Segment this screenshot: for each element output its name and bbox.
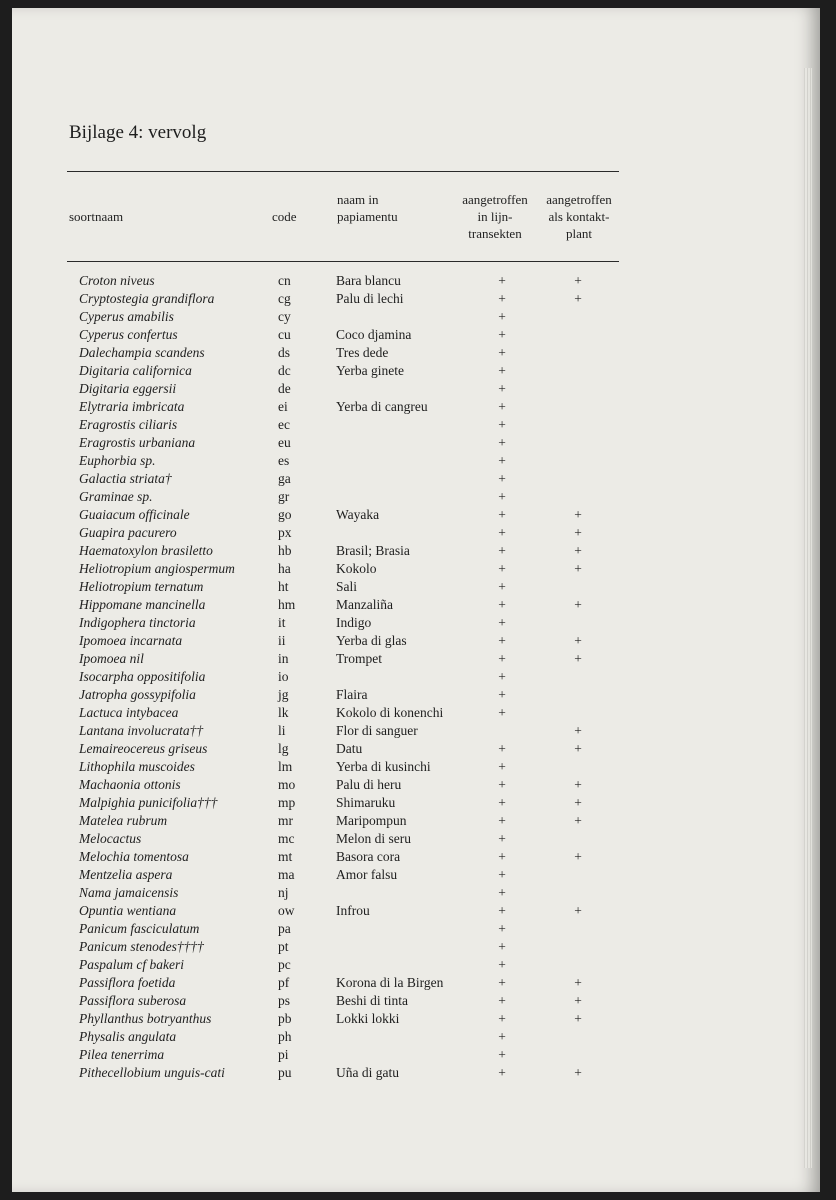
lijntransekt-mark: + [498,1029,506,1044]
species-code: pb [278,1011,292,1026]
table-row [12,326,632,344]
species-code: pt [278,939,289,954]
species-code: ph [278,1029,292,1044]
kontaktplant-mark: + [574,1065,582,1080]
papiamentu-name: Amor falsu [336,867,398,882]
species-name: Lantana involucrata†† [79,723,204,738]
header-naam-line-2: papiamentu [337,209,398,224]
species-name: Physalis angulata [79,1029,177,1044]
species-code: pf [278,975,290,990]
lijntransekt-mark: + [498,543,506,558]
species-code: gr [278,489,290,504]
species-name: Indigophera tinctoria [79,615,196,630]
species-code: de [278,381,291,396]
table-row [12,776,632,794]
species-code: lk [278,705,289,720]
species-name: Isocarpha oppositifolia [79,669,206,684]
header-kontaktplant [540,191,618,242]
lijntransekt-mark: + [498,633,506,648]
papiamentu-name: Melon di seru [336,831,411,846]
table-row [12,434,632,452]
lijntransekt-mark: + [498,435,506,450]
species-code: io [278,669,289,684]
papiamentu-name: Shimaruku [336,795,396,810]
papiamentu-name: Palu di heru [336,777,402,792]
species-name: Hippomane mancinella [79,597,206,612]
lijntransekt-mark: + [498,1011,506,1026]
kontaktplant-mark: + [574,849,582,864]
papiamentu-name: Sali [336,579,358,594]
papiamentu-name: Brasil; Brasia [336,543,410,558]
species-code: dc [278,363,291,378]
species-code: ha [278,561,291,576]
species-code: cg [278,291,291,306]
species-name: Digitaria californica [79,363,192,378]
table-row [12,542,632,560]
species-code: lm [278,759,293,774]
lijntransekt-mark: + [498,273,506,288]
species-name: Melochia tomentosa [79,849,189,864]
species-code: mo [278,777,296,792]
species-code: in [278,651,289,666]
species-code: mr [278,813,293,828]
table-row [12,470,632,488]
lijntransekt-mark: + [498,579,506,594]
papiamentu-name: Beshi di tinta [336,993,408,1008]
species-code: ow [278,903,295,918]
table-row [12,380,632,398]
species-name: Heliotropium ternatum [79,579,204,594]
lijntransekt-mark: + [498,291,506,306]
papiamentu-name: Trompet [336,651,383,666]
species-code: lg [278,741,289,756]
species-name: Phyllanthus botryanthus [79,1011,212,1026]
species-code: jg [278,687,289,702]
species-name: Guaiacum officinale [79,507,190,522]
table-row [12,272,632,290]
species-code: px [278,525,292,540]
table-row [12,992,632,1010]
species-name: Cyperus confertus [79,327,178,342]
table-row [12,740,632,758]
lijntransekt-mark: + [498,867,506,882]
kontaktplant-mark: + [574,993,582,1008]
lijntransekt-mark: + [498,453,506,468]
header-kont-line-2: als kontakt- [548,209,610,224]
species-name: Mentzelia aspera [79,867,173,882]
header-kont-line-1: aangetroffen [546,192,612,207]
kontaktplant-mark: + [574,597,582,612]
species-name: Haematoxylon brasiletto [79,543,213,558]
species-name: Eragrostis ciliaris [79,417,178,432]
species-code: ma [278,867,295,882]
species-code: hm [278,597,296,612]
species-name: Pithecellobium unguis-cati [79,1065,225,1080]
species-name: Lithophila muscoides [79,759,195,774]
table-row [12,578,632,596]
papiamentu-name: Uña di gatu [336,1065,399,1080]
table-row [12,686,632,704]
table-row [12,722,632,740]
species-name: Panicum stenodes†††† [79,939,204,954]
papiamentu-name: Kokolo di konenchi [336,705,444,720]
species-name: Eragrostis urbaniana [79,435,196,450]
species-name: Croton niveus [79,273,155,288]
papiamentu-name: Yerba di cangreu [336,399,428,414]
lijntransekt-mark: + [498,813,506,828]
table-row [12,848,632,866]
kontaktplant-mark: + [574,561,582,576]
species-name: Guapira pacurero [79,525,177,540]
papiamentu-name: Basora cora [336,849,401,864]
table-row [12,506,632,524]
table-row [12,398,632,416]
species-code: pu [278,1065,292,1080]
species-name: Malpighia punicifolia††† [79,795,218,810]
species-code: es [278,453,290,468]
species-code: go [278,507,292,522]
kontaktplant-mark: + [574,543,582,558]
table-row [12,884,632,902]
species-name: Cryptostegia grandiflora [79,291,215,306]
lijntransekt-mark: + [498,615,506,630]
species-name: Opuntia wentiana [79,903,177,918]
table-row [12,1028,632,1046]
papiamentu-name: Coco djamina [336,327,412,342]
species-code: ii [278,633,286,648]
lijntransekt-mark: + [498,885,506,900]
table-row [12,560,632,578]
species-name: Heliotropium angiospermum [79,561,235,576]
papiamentu-name: Manzaliña [336,597,393,612]
table-row [12,704,632,722]
table-row [12,416,632,434]
lijntransekt-mark: + [498,669,506,684]
lijntransekt-mark: + [498,903,506,918]
species-name: Ipomoea nil [79,651,144,666]
table-row [12,452,632,470]
lijntransekt-mark: + [498,921,506,936]
table-row [12,362,632,380]
kontaktplant-mark: + [574,507,582,522]
kontaktplant-mark: + [574,651,582,666]
species-name: Lemaireocereus griseus [79,741,208,756]
lijntransekt-mark: + [498,399,506,414]
lijntransekt-mark: + [498,975,506,990]
lijntransekt-mark: + [498,1047,506,1062]
species-code: li [278,723,286,738]
species-name: Panicum fasciculatum [79,921,200,936]
species-name: Paspalum cf bakeri [79,957,184,972]
species-name: Passiflora suberosa [79,993,187,1008]
species-name: Lactuca intybacea [79,705,179,720]
species-code: ps [278,993,291,1008]
species-name: Jatropha gossypifolia [79,687,196,702]
species-code: cy [278,309,291,324]
table-row [12,488,632,506]
lijntransekt-mark: + [498,741,506,756]
header-kont-line-3: plant [566,226,592,241]
species-code: mt [278,849,293,864]
species-code: ds [278,345,291,360]
table-row [12,668,632,686]
lijntransekt-mark: + [498,705,506,720]
lijntransekt-mark: + [498,777,506,792]
table-row [12,758,632,776]
header-naam-papiamentu [337,191,398,225]
species-name: Galactia striata† [79,471,172,486]
papiamentu-name: Indigo [336,615,372,630]
lijntransekt-mark: + [498,849,506,864]
papiamentu-name: Tres dede [336,345,389,360]
species-name: Euphorbia sp. [79,453,156,468]
table-row [12,974,632,992]
species-code: cu [278,327,291,342]
kontaktplant-mark: + [574,633,582,648]
papiamentu-name: Wayaka [336,507,380,522]
kontaktplant-mark: + [574,903,582,918]
lijntransekt-mark: + [498,309,506,324]
papiamentu-name: Yerba di glas [336,633,407,648]
lijntransekt-mark: + [498,363,506,378]
table-row [12,524,632,542]
kontaktplant-mark: + [574,525,582,540]
table-row [12,1046,632,1064]
kontaktplant-mark: + [574,1011,582,1026]
species-code: ec [278,417,290,432]
lijntransekt-mark: + [498,345,506,360]
lijntransekt-mark: + [498,489,506,504]
lijntransekt-mark: + [498,651,506,666]
papiamentu-name: Korona di la Birgen [336,975,444,990]
table-row [12,1064,632,1082]
species-code: mp [278,795,296,810]
header-soortnaam: soortnaam [69,209,124,224]
page-edge [804,68,812,1168]
lijntransekt-mark: + [498,939,506,954]
species-name: Nama jamaicensis [79,885,179,900]
table-row [12,632,632,650]
papiamentu-name: Flaira [336,687,368,702]
header-code: code [272,209,297,224]
table-row [12,866,632,884]
table-row [12,614,632,632]
header-lijn-line-1: aangetroffen [462,192,528,207]
species-code: hb [278,543,292,558]
table-header-rule [67,261,619,262]
lijntransekt-mark: + [498,507,506,522]
page-title: Bijlage 4: vervolg [69,122,207,143]
lijntransekt-mark: + [498,687,506,702]
species-name: Elytraria imbricata [79,399,185,414]
papiamentu-name: Lokki lokki [336,1011,400,1026]
kontaktplant-mark: + [574,795,582,810]
species-code: pa [278,921,291,936]
kontaktplant-mark: + [574,813,582,828]
species-name: Digitaria eggersii [79,381,177,396]
lijntransekt-mark: + [498,525,506,540]
papiamentu-name: Bara blancu [336,273,401,288]
table-row [12,344,632,362]
kontaktplant-mark: + [574,291,582,306]
species-name: Pilea tenerrima [79,1047,165,1062]
table-row [12,596,632,614]
papiamentu-name: Yerba di kusinchi [336,759,431,774]
lijntransekt-mark: + [498,561,506,576]
species-name: Cyperus amabilis [79,309,174,324]
lijntransekt-mark: + [498,1065,506,1080]
papiamentu-name: Flor di sanguer [336,723,418,738]
species-table-body [12,272,632,1082]
lijntransekt-mark: + [498,597,506,612]
species-code: ht [278,579,289,594]
species-code: cn [278,273,291,288]
table-row [12,794,632,812]
table-row [12,830,632,848]
header-lijn-line-3: transekten [468,226,522,241]
papiamentu-name: Infrou [336,903,370,918]
species-name: Matelea rubrum [79,813,168,828]
species-code: ei [278,399,288,414]
kontaktplant-mark: + [574,741,582,756]
species-name: Ipomoea incarnata [79,633,183,648]
papiamentu-name: Maripompun [336,813,407,828]
lijntransekt-mark: + [498,993,506,1008]
table-row [12,956,632,974]
document-page [12,8,820,1192]
lijntransekt-mark: + [498,957,506,972]
table-row [12,290,632,308]
species-name: Dalechampia scandens [79,345,205,360]
species-code: nj [278,885,289,900]
species-code: it [278,615,286,630]
species-name: Machaonia ottonis [79,777,181,792]
species-code: pc [278,957,291,972]
lijntransekt-mark: + [498,795,506,810]
kontaktplant-mark: + [574,975,582,990]
papiamentu-name: Yerba ginete [336,363,404,378]
species-code: mc [278,831,295,846]
species-name: Graminae sp. [79,489,153,504]
kontaktplant-mark: + [574,723,582,738]
table-top-rule [67,171,619,172]
kontaktplant-mark: + [574,273,582,288]
species-code: ga [278,471,291,486]
table-row [12,902,632,920]
species-name: Passiflora foetida [79,975,176,990]
species-code: eu [278,435,291,450]
table-row [12,812,632,830]
lijntransekt-mark: + [498,831,506,846]
table-row [12,650,632,668]
lijntransekt-mark: + [498,381,506,396]
papiamentu-name: Datu [336,741,363,756]
table-row [12,920,632,938]
header-lijn-line-2: in lijn- [477,209,513,224]
papiamentu-name: Palu di lechi [336,291,404,306]
species-code: pi [278,1047,289,1062]
table-row [12,1010,632,1028]
table-row [12,308,632,326]
lijntransekt-mark: + [498,471,506,486]
header-lijntransekten [450,191,540,242]
lijntransekt-mark: + [498,417,506,432]
table-row [12,938,632,956]
lijntransekt-mark: + [498,327,506,342]
papiamentu-name: Kokolo [336,561,377,576]
header-naam-line-1: naam in [337,192,379,207]
species-name: Melocactus [79,831,142,846]
kontaktplant-mark: + [574,777,582,792]
lijntransekt-mark: + [498,759,506,774]
